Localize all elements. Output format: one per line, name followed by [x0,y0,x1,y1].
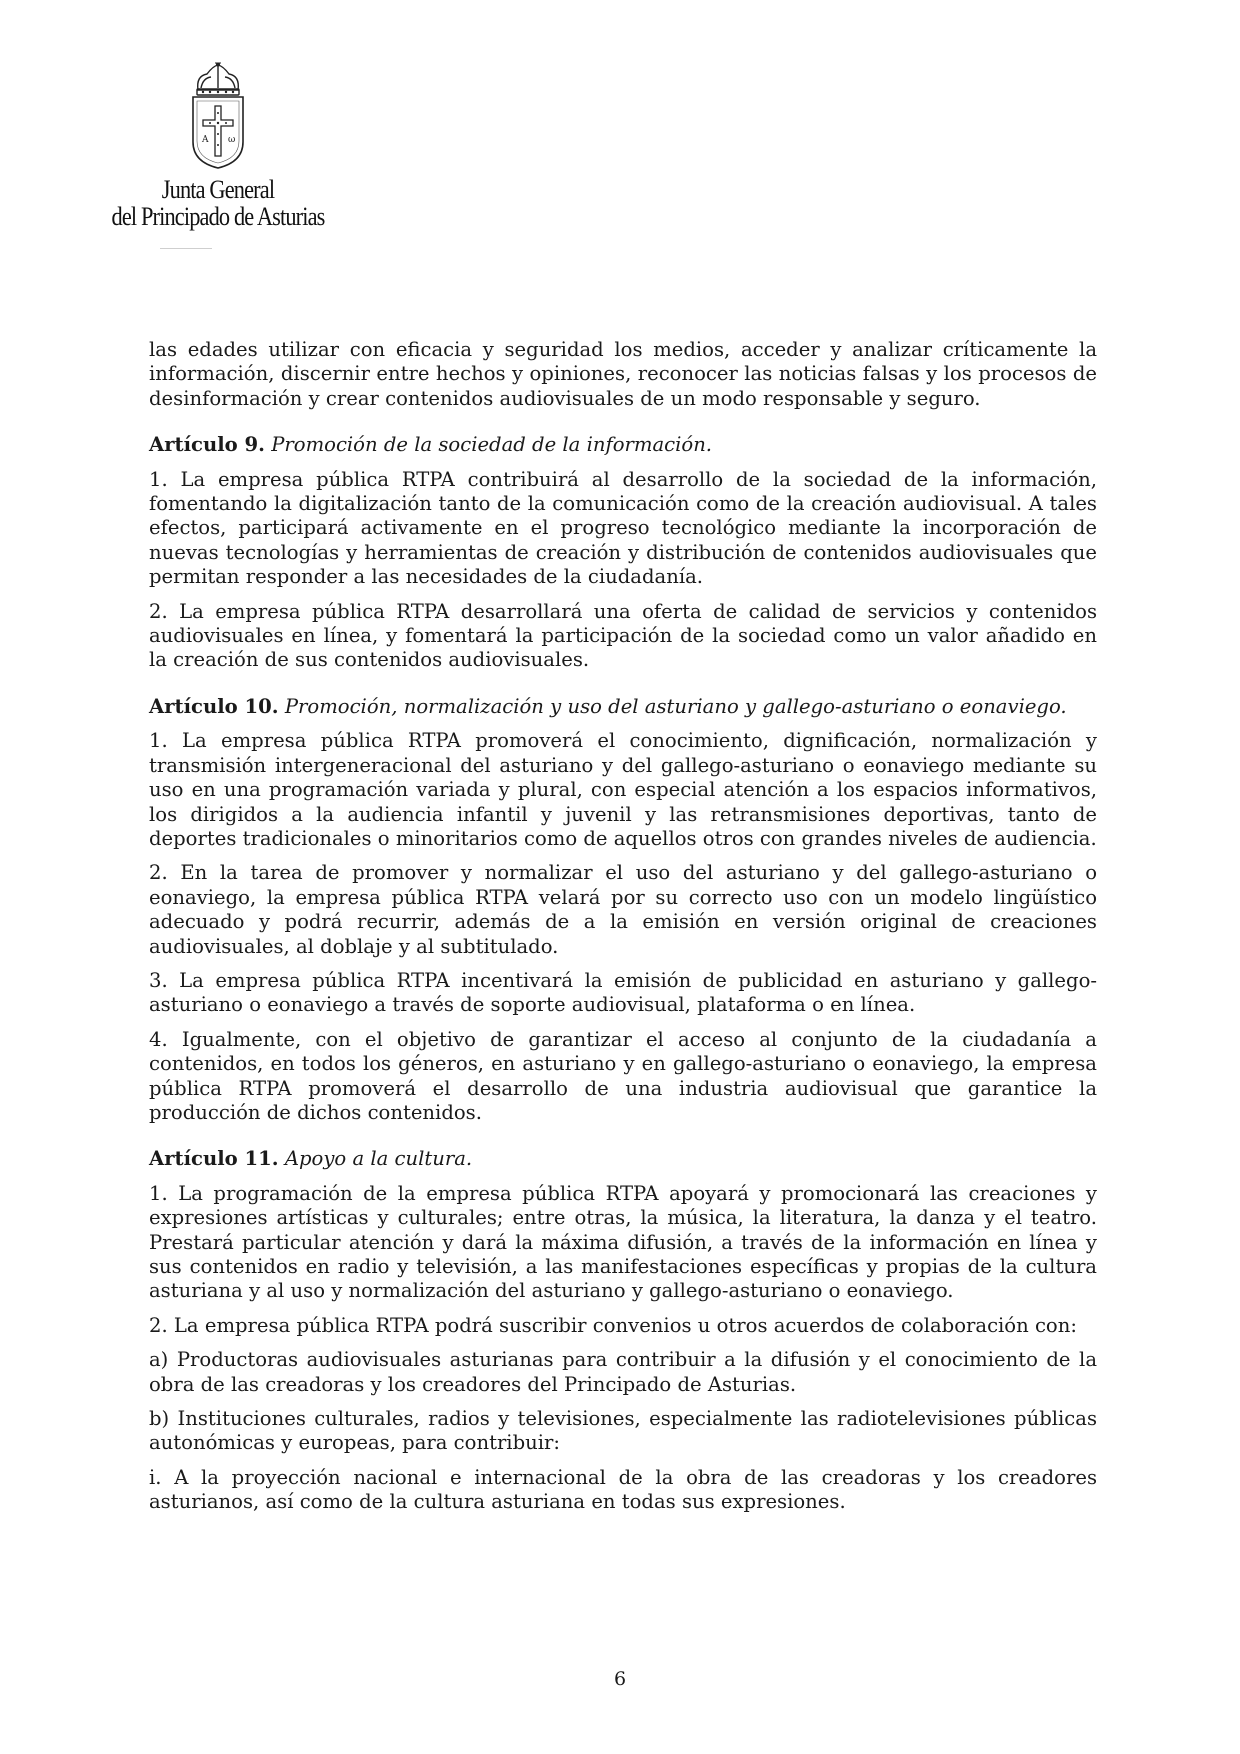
article-9-paragraph-1: 1. La empresa pública RTPA contribuirá al desarrollo de la sociedad de la información, fomentando la digitalización tanto de la comunicación como de la creación audiovisual. A tales efectos, participará activamente en el progreso tecnológico mediante la incorporación de nuevas tecnologías y herramientas de creación y distribución de contenidos audiovisuales que permitan responder a las necesidades de la ciudadanía. [149,467,1097,589]
article-11-item-a: a) Productoras audiovisuales asturianas para contribuir a la difusión y el conocimiento de la obra de las creadoras y los creadores del Principado de Asturias. [149,1348,1097,1396]
page-number: 6 [613,1668,627,1690]
article-11-number: Artículo 11. [149,1147,279,1171]
header-divider [160,248,212,249]
article-10-paragraph-4: 4. Igualmente, con el objetivo de garantizar el acceso al conjunto de la ciudadanía a contenidos, en todos los géneros, en asturiano y en gallego-asturiano o eonaviego, la empresa pública RTPA promoverá el desarrollo de una industria audiovisual que garantice la producción de dichos contenidos. [149,1027,1097,1124]
coat-of-arms-logo [183,62,253,170]
article-11-item-b: b) Instituciones culturales, radios y televisiones, especialmente las radiotelevisiones públicas autonómicas y europeas, para contribuir: [149,1407,1097,1455]
article-10-title: Promoción, normalización y uso del asturiano y gallego-asturiano o eonaviego. [284,694,1067,718]
article-11-heading [149,1147,1097,1171]
article-10-paragraph-2: 2. En la tarea de promover y normalizar el uso del asturiano y del gallego-asturiano o eonaviego, la empresa pública RTPA velará por su correcto uso con un modelo lingüístico adecuado y podrá recurrir, además de a la emisión en versión original de creaciones audiovisuales, al doblaje y al subtitulado. [149,861,1097,958]
svg-text:A: A [202,135,209,145]
article-9-number: Artículo 9. [149,433,265,457]
article-11-paragraph-2: 2. La empresa pública RTPA podrá suscribir convenios u otros acuerdos de colaboración con: [149,1313,1077,1337]
article-9-title: Promoción de la sociedad de la información. [271,433,713,457]
article-10-number: Artículo 10. [149,694,279,718]
document-body [149,338,1097,1525]
organization-name-line-2: del Principado de Asturias [111,202,325,231]
article-10-paragraph-1: 1. La empresa pública RTPA promoverá el conocimiento, dignificación, normalización y transmisión intergeneracional del asturiano y del gallego-asturiano o eonaviego mediante su uso en una programación variada y plural, con especial atención a los espacios informativos, los dirigidos a la audiencia infantil y juvenil y las retransmisiones deportivas, tanto de deportes tradicionales o minoritarios como de aquellos otros con grandes niveles de audiencia. [149,729,1097,850]
organization-name [106,176,330,230]
article-9-heading [149,433,1097,457]
article-11-item-i: i. A la proyección nacional e internacional de la obra de las creadoras y los creadores asturianos, así como de la cultura asturiana en todas sus expresiones. [149,1465,1097,1514]
article-9-paragraph-2: 2. La empresa pública RTPA desarrollará una oferta de calidad de servicios y contenidos audiovisuales en línea, y fomentará la participación de la sociedad como un valor añadido en la creación de sus contenidos audiovisuales. [149,599,1097,672]
page-header [88,62,348,249]
article-10-paragraph-3: 3. La empresa pública RTPA incentivará la emisión de publicidad en asturiano y gallego-asturiano o eonaviego a través de soporte audiovisual, plataforma o en línea. [149,968,1097,1017]
article-11-title: Apoyo a la cultura. [284,1147,473,1171]
article-10-heading [149,695,1097,719]
svg-text:ω: ω [228,135,236,145]
article-11-paragraph-1: 1. La programación de la empresa pública RTPA apoyará y promocionará las creaciones y expresiones artísticas y culturales; entre otras, la música, la literatura, la danza y el teatro. Prestará particular atención y dará la máxima difusión, a través de la información en línea y sus contenidos en radio y televisión, a las manifestaciones específicas y propias de la cultura asturiana y al uso y normalización del asturiano y gallego-asturiano o eonaviego. [149,1181,1097,1303]
organization-name-line-1: Junta General [161,175,275,204]
continued-paragraph: las edades utilizar con eficacia y seguridad los medios, acceder y analizar críticamente la información, discernir entre hechos y opiniones, reconocer las noticias falsas y los procesos de desinformación y crear contenidos audiovisuales de un modo responsable y seguro. [149,338,1097,410]
